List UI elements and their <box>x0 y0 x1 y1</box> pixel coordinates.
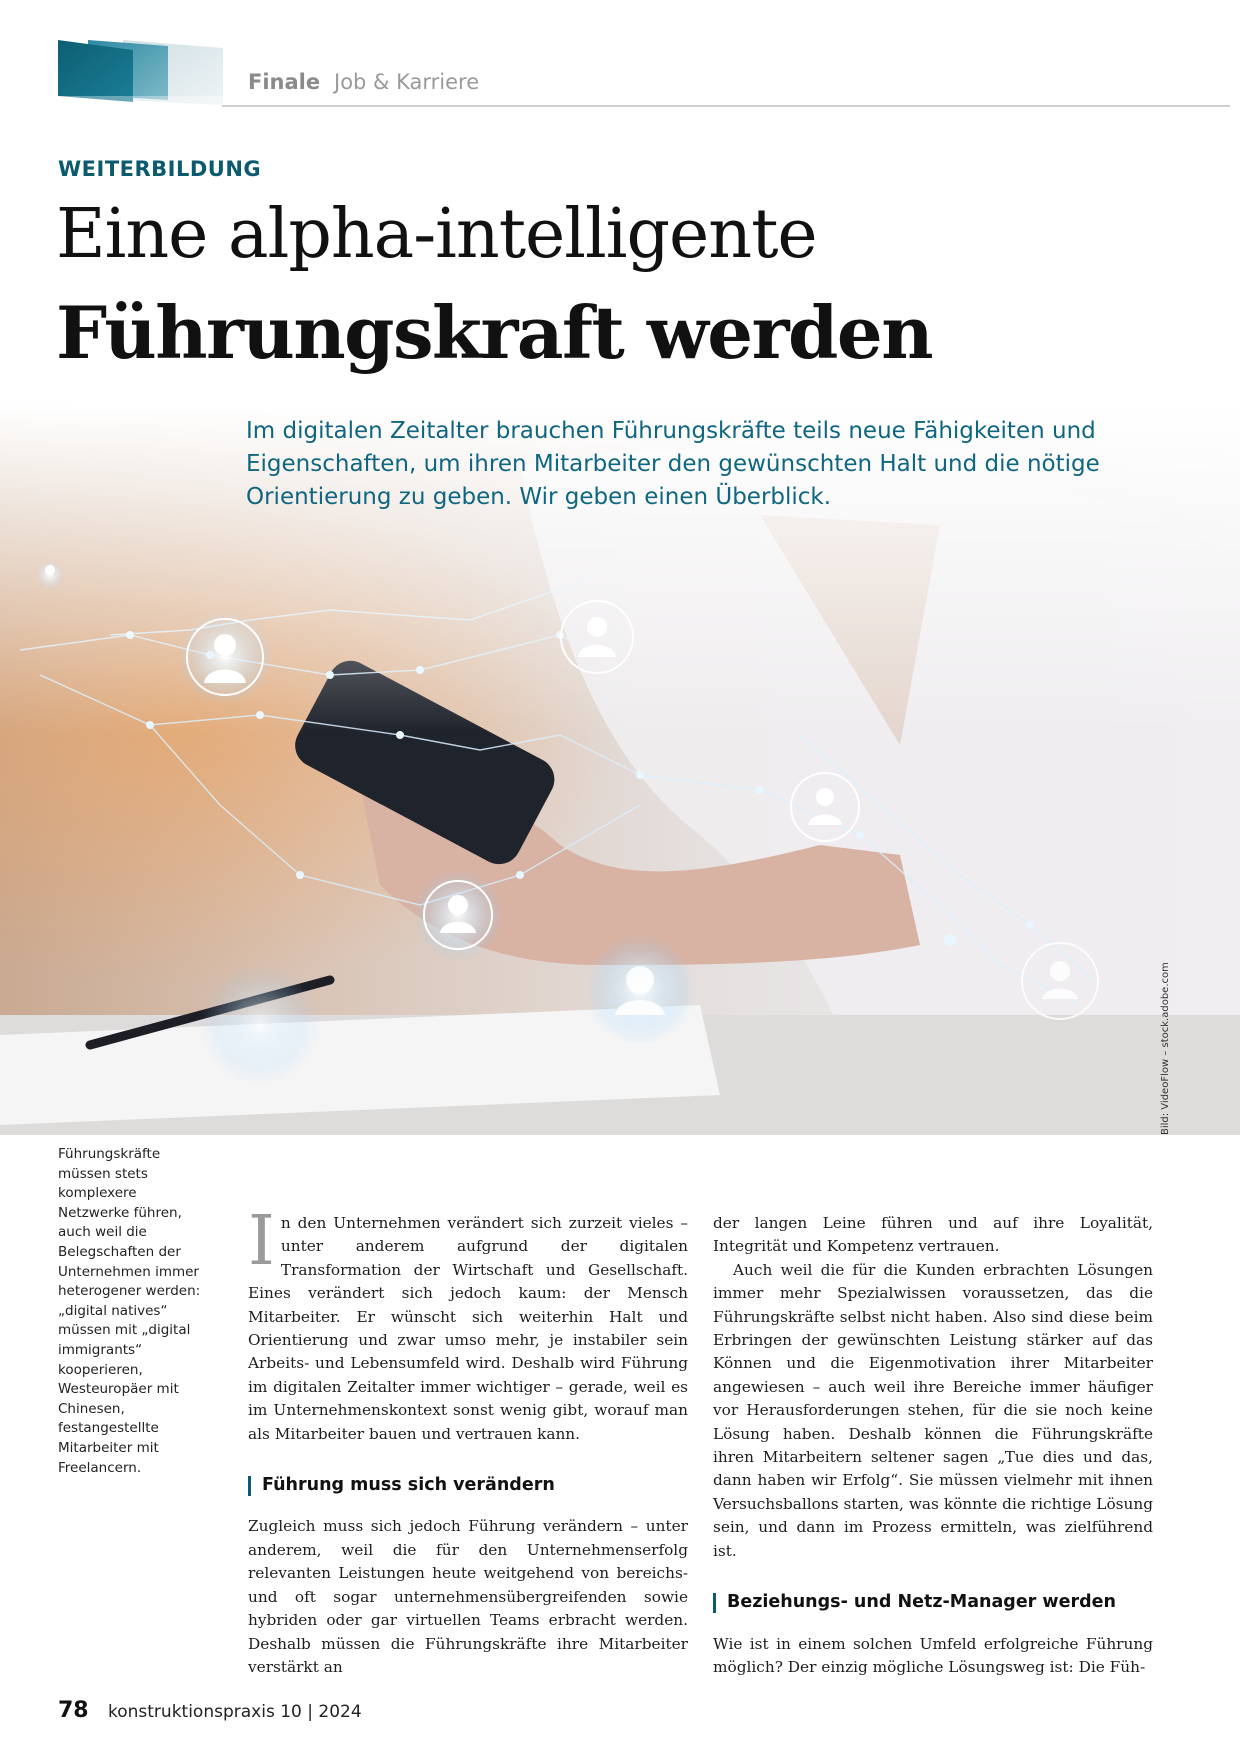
image-credit: Bild: VideoFlow – stock.adobe.com <box>1160 962 1171 1135</box>
article-column-1 <box>248 1202 688 1679</box>
hero-image <box>0 405 1240 1135</box>
article-kicker: WEITERBILDUNG <box>58 157 262 181</box>
article-column-2 <box>713 1212 1153 1679</box>
header-rule <box>222 105 1230 107</box>
article-lead: Im digitalen Zeitalter brauchen Führungskräfte teils neue Fähigkeiten und Eigenschaften, um ihren Mitarbeiter den gewünschten Halt und die nötige Orientierung zu geben. Wir geben einen Überblick. <box>246 418 1100 510</box>
subsection-label: Job & Karriere <box>334 70 480 94</box>
article-title-line2: Führungskraft werden <box>56 290 933 375</box>
section-label: Finale <box>248 70 321 94</box>
drop-cap: I <box>248 1202 275 1281</box>
paragraph: Zugleich muss sich jedoch Führung verändern – unter anderem, weil die für den Unternehmenserfolg relevanten Leistungen heute weitgehend von bereichs- und oft sogar unternehmensübergreifenden sowie hybriden oder gar virtuellen Teams erbracht werden. Deshalb müssen die Führungskräfte ihre Mitarbeiter verstärkt an <box>248 1517 688 1676</box>
paragraph: der langen Leine führen und auf ihre Loyalität, Integrität und Kompetenz vertrauen. <box>713 1214 1153 1256</box>
image-caption: Führungskräfte müssen stets komplexere Netzwerke führen, auch weil die Belegschaften der Unternehmen immer heterogener werden: „digital natives“ müssen mit „digital immigrants“ kooperieren, Westeuropäer mit Chinesen, festangestellte Mitarbeiter mit Freelancern. <box>58 1146 201 1476</box>
subheading-text: Führung muss sich verändern <box>262 1475 555 1496</box>
paragraph: Wie ist in einem solchen Umfeld erfolgreiche Führung möglich? Der einzig mögliche Lösungsweg ist: Die Füh- <box>713 1634 1153 1676</box>
paragraph-text: n den Unternehmen verändert sich zurzeit vieles – unter anderem aufgrund der digitalen Transformation der Wirtschaft und Gesellschaft. Eines verändert sich jedoch kaum: der Mensch Mitarbeiter. Er wünscht sich weiterhin Halt und Orientierung und zwar umso mehr, je instabiler sein Arbeits- und Lebensumfeld wird. Deshalb wird Führung im digitalen Zeitalter immer wichtiger – gerade, weil es im Unternehmenskontext sonst wenig gibt, worauf man als Mitarbeiter bauen und vertrauen kann. <box>248 1214 688 1443</box>
magazine-logo <box>58 40 223 122</box>
article-title-line1: Eine alpha-intelligente <box>56 195 817 274</box>
paragraph: Auch weil die für die Kunden erbrachten Lösungen immer mehr Spezialwissen voraussetzen, das die Führungskräfte selbst nicht haben. Also sind diese beim Erbringen der gewünschten Leistung stärker auf das Können und die Eigenmotivation ihrer Mitarbeiter angewiesen – auch weil ihre Bereiche immer häufiger vor Herausforderungen stehen, für die sie noch keine Lösung haben. Deshalb können die Führungskräfte ihren Mitarbeitern seltener sagen „Tue dies und das, dann haben wir Erfolg“. Sie müssen vielmehr mit ihnen Versuchsballons starten, was könnte die richtige Lösung sein, und dann im Prozess ermitteln, was zielführend ist. <box>713 1260 1153 1560</box>
magazine-issue: konstruktionspraxis 10 | 2024 <box>108 1702 362 1722</box>
subheading <box>248 1474 688 1497</box>
page-number: 78 <box>58 1698 89 1723</box>
paragraph <box>248 1202 688 1446</box>
subheading-bar <box>248 1476 251 1496</box>
subheading <box>713 1591 1153 1614</box>
subheading-text: Beziehungs- und Netz-Manager werden <box>727 1592 1116 1613</box>
subheading-bar <box>713 1593 716 1613</box>
